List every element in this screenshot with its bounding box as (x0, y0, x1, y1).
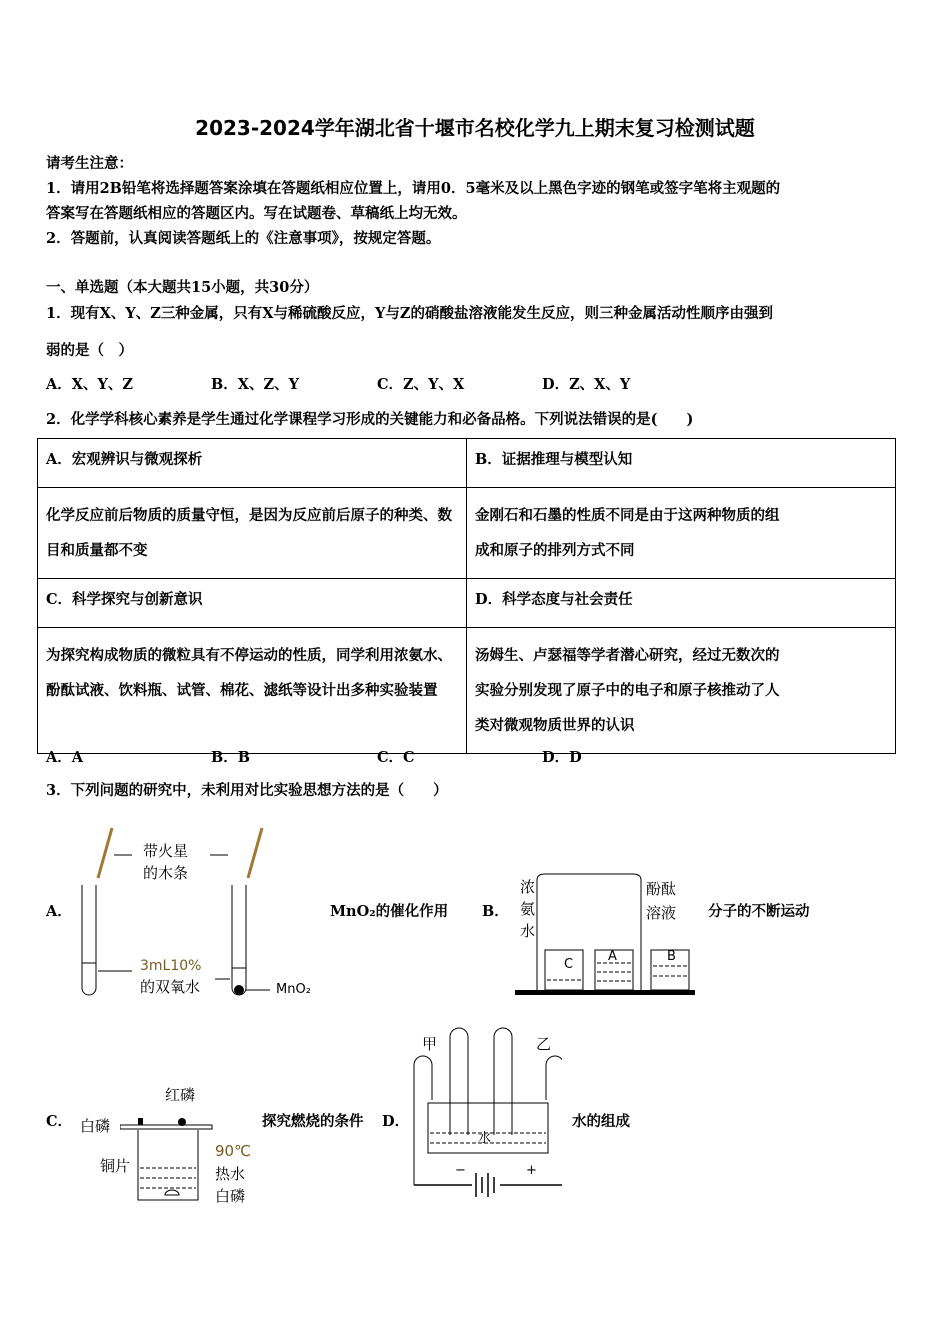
cell: 汤姆生、卢瑟福等学者潜心研究，经过无数次的实验分别发现了原子中的电子和原子核推动了人类对微观物质世界的认识 (467, 628, 896, 754)
cell: D．科学态度与社会责任 (467, 579, 896, 628)
q3-b-letter: B． (482, 903, 509, 920)
label: 铜片 (100, 1157, 131, 1175)
q3-d-caption: 水的组成 (572, 1113, 630, 1130)
label: 90℃ (215, 1142, 251, 1160)
cell: C．科学探究与创新意识 (38, 579, 467, 628)
q3-a-letter: A． (46, 903, 72, 920)
q2-option-a: A．A (46, 749, 84, 766)
label: 的木条 (143, 864, 189, 882)
label: 甲 (422, 1035, 438, 1053)
cell: 为探究构成物质的微粒具有不停运动的性质，同学利用浓氨水、酚酞试液、饮料瓶、试管、棉花、滤纸等设计出多种实验装置 (38, 628, 467, 754)
label: 热水 (215, 1165, 246, 1183)
q1-stem: 1．现有X、Y、Z三种金属，只有X与稀硫酸反应，Y与Z的硝酸盐溶液能发生反应，则三种金属活动性顺序由强到 (46, 305, 773, 322)
label: B (667, 949, 676, 964)
label: 浓氨水 (520, 878, 536, 940)
q1-option-d: D．Z、X、Y (542, 376, 631, 393)
label: 乙 (536, 1035, 552, 1053)
label: 水 (478, 1131, 492, 1146)
label: + (526, 1163, 537, 1178)
q2-option-d: D．D (542, 749, 582, 766)
section-heading: 一、单选题（本大题共15小题，共30分） (46, 279, 319, 296)
q3-d-letter: D． (382, 1113, 410, 1130)
q3-c-caption: 探究燃烧的条件 (262, 1113, 364, 1130)
q3-stem: 3．下列问题的研究中，未利用对比实验思想方法的是（ ） (46, 782, 448, 799)
cell: B．证据推理与模型认知 (467, 439, 896, 488)
label: 酚酞 (646, 880, 677, 898)
label: − (455, 1163, 466, 1178)
notice-line: 2．答题前，认真阅读答题纸上的《注意事项》，按规定答题。 (46, 230, 441, 247)
q2-table (37, 438, 896, 754)
q1-option-a: A．X、Y、Z (46, 376, 133, 393)
q3-a-caption: MnO₂的催化作用 (330, 903, 449, 920)
label: 红磷 (165, 1086, 196, 1104)
label: 的双氧水 (140, 978, 201, 996)
test-tube-diagram (70, 823, 370, 1003)
q1-option-c: C．Z、Y、X (377, 376, 465, 393)
q2-option-c: C．C (377, 749, 415, 766)
q3-b-caption: 分子的不断运动 (708, 903, 810, 920)
notice-line: 1．请用2B铅笔将选择题答案涂填在答题纸相应位置上，请用0．5毫米及以上黑色字迹的钢笔或签字笔将主观题的 (46, 180, 781, 197)
label: 3mL10% (140, 958, 202, 974)
q1-stem: 弱的是（ ） (46, 342, 133, 359)
q2-stem: 2．化学学科核心素养是学生通过化学课程学习形成的关键能力和必备品格。下列说法错误的是( ) (46, 411, 694, 428)
page-title: 2023-2024学年湖北省十堰市名校化学九上期末复习检测试题 (195, 116, 755, 140)
q2-option-b: B．B (211, 749, 251, 766)
q3-c-letter: C． (46, 1113, 73, 1130)
label: C (564, 957, 574, 972)
cell: A．宏观辨识与微观探析 (38, 439, 467, 488)
label: A (608, 949, 617, 964)
label: 带火星 (143, 842, 189, 860)
label: 白磷 (215, 1187, 246, 1205)
beaker-diagram (515, 868, 705, 998)
label: MnO₂ (276, 982, 311, 997)
notice-line: 答案写在答题纸相应的答题区内。写在试题卷、草稿纸上均无效。 (46, 205, 467, 222)
label: 溶液 (646, 904, 677, 922)
combustion-diagram (120, 1110, 230, 1205)
cell: 化学反应前后物质的质量守恒，是因为反应前后原子的种类、数目和质量都不变 (38, 488, 467, 579)
notice-heading: 请考生注意： (46, 155, 133, 172)
q1-option-b: B．X、Z、Y (211, 376, 299, 393)
cell: 金刚石和石墨的性质不同是由于这两种物质的组成和原子的排列方式不同 (467, 488, 896, 579)
label: 白磷 (80, 1117, 111, 1135)
